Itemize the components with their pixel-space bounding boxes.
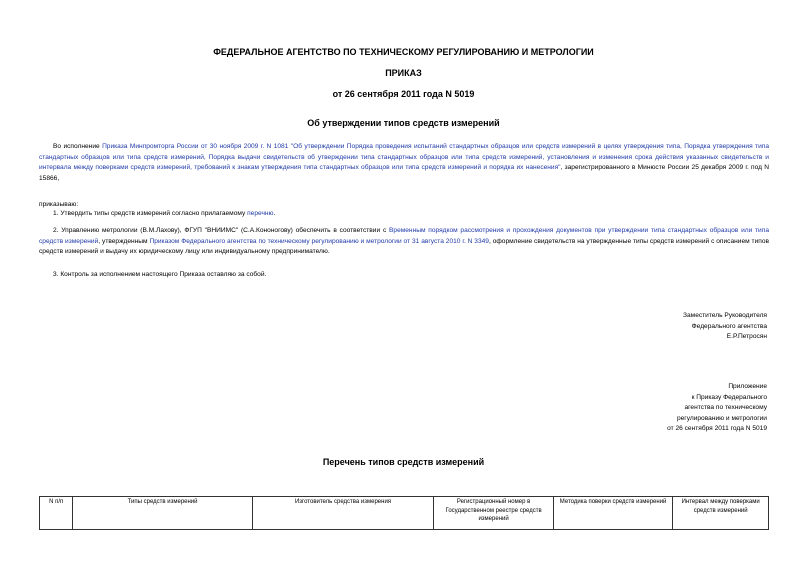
- appendix-line: к Приказу Федерального: [691, 393, 767, 401]
- preamble-text-start: Во исполнение: [53, 143, 103, 150]
- signature-name: Е.Р.Петросян: [726, 333, 767, 340]
- perechen-link[interactable]: перечню: [247, 210, 274, 217]
- item-3: 3. Контроль за исполнением настоящего Приказа оставляю за собой.: [53, 271, 267, 278]
- item-2-text-mid: , утвержденным: [98, 237, 150, 245]
- preamble-text-end: , зарегистрированного в Минюсте России 25 декабря 2009 г. под N 15866,: [39, 164, 769, 182]
- signature-agency: Федерального агентства: [691, 322, 767, 330]
- minpromtorg-order-link[interactable]: Приказа Минпромторга России от 30 ноября 2009 г. N 1081 "Об утверждении Порядка проведения испытаний стандартных образцов или средств измерений в целях утверждения типа, Порядка утверждения типа стандартных образцов или типа средств измерений, Порядка выдачи свидетельств об утверждении типа стандартных образцов или типа средств измерений, установления и изменения срока действия указанных свидетельств и интервала между поверками средств измерений, требований к знакам утверждения типа стандартных образцов или типа средств измерений и порядка их нанесения": [39, 143, 769, 172]
- appendix-line: Приложение: [728, 383, 767, 390]
- list-title: Перечень типов средств измерений: [322, 457, 485, 467]
- signature-position: Заместитель Руководителя: [683, 312, 767, 319]
- temporary-procedure-link[interactable]: Временным порядком рассмотрения и прохождения документов при утверждении типа стандартных образцов или типа средств измерений: [39, 227, 769, 245]
- item-2: [39, 226, 769, 258]
- item-2-text-start: 2. Управлению метрологии (В.М.Лахову), ФГУП "ВНИИМС" (С.А.Кононогову) обеспечить в соответствии с: [53, 227, 389, 234]
- item-2-text-end: , оформление свидетельств на утвержденные типы средств измерений с описанием типов средств измерений и выдачу их юридическому лицу или индивидуальному предпринимателю.: [39, 237, 770, 256]
- col-interval-header: Интервал между поверками средств измерений: [673, 497, 769, 530]
- appendix-line: от 26 сентября 2011 года N 5019: [667, 425, 767, 432]
- item-1-end: .: [273, 210, 276, 217]
- signature-block: [683, 311, 767, 343]
- appendix-line: регулированию и метрологии: [676, 414, 767, 422]
- order-date: от 26 сентября 2011 года N 5019: [332, 89, 475, 99]
- agency-title: ФЕДЕРАЛЬНОЕ АГЕНТСТВО ПО ТЕХНИЧЕСКОМУ РЕГУЛИРОВАНИЮ И МЕТРОЛОГИИ: [213, 47, 594, 57]
- col-method-header: Методика поверки средств измерений: [553, 497, 673, 530]
- order-title: ПРИКАЗ: [385, 68, 422, 78]
- preamble-paragraph: [39, 142, 769, 184]
- col-types-header: Типы средств измерений: [73, 497, 252, 530]
- order-subject: Об утверждении типов средств измерений: [307, 118, 500, 128]
- item-1: [53, 209, 275, 219]
- appendix-block: [667, 382, 767, 435]
- col-number-header: N п/п: [40, 497, 73, 530]
- prikazyvayu-text: приказываю:: [39, 201, 79, 208]
- table-header-row: [40, 497, 769, 530]
- instruments-table: [39, 496, 769, 530]
- col-registry-header: Регистрационный номер в Государственном реестре средств измерений: [434, 497, 554, 530]
- item-1-text: 1. Утвердить типы средств измерений согласно прилагаемому: [53, 210, 248, 217]
- appendix-line: агентства по техническому: [684, 404, 767, 411]
- col-manufacturer-header: Изготовитель средства измерения: [252, 497, 434, 530]
- rosstandart-order-link[interactable]: Приказом Федерального агентства по техническому регулированию и метрологии от 31 августа 2010 г. N 3349: [149, 237, 489, 245]
